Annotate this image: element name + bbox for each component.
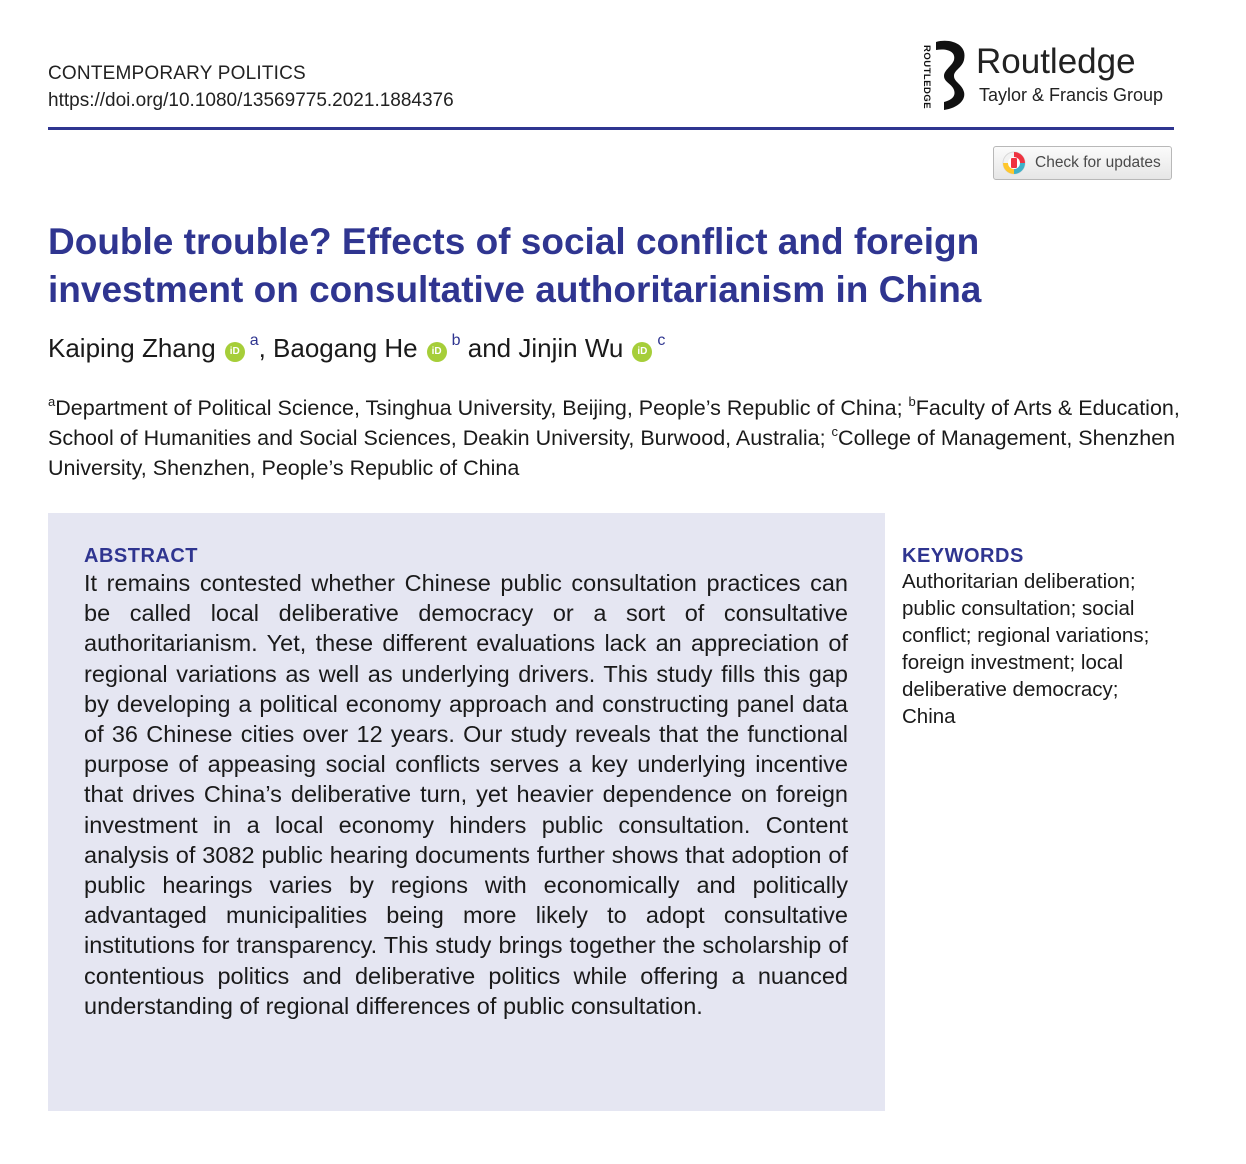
author-affiliation-marker[interactable]: c [657,332,666,349]
header-divider [48,127,1174,130]
crossmark-icon [1002,151,1026,175]
journal-header [48,63,454,112]
abstract-box [48,513,885,1111]
publisher-vertical-text: ROUTLEDGE [921,44,932,110]
keywords-heading: KEYWORDS [902,545,1024,567]
orcid-icon[interactable]: iD [632,342,652,362]
author-name[interactable]: Baogang He [273,333,418,363]
publisher-group: Taylor & Francis Group [979,85,1164,105]
publisher-logo [912,38,1174,114]
check-for-updates-label: Check for updates [1035,154,1161,171]
abstract-heading: ABSTRACT [84,545,198,567]
affiliations [48,393,1183,483]
author-separator: and [460,333,519,363]
affiliation-text: Department of Political Science, Tsinghua University, Beijing, People’s Republic of China; [55,396,909,420]
publisher-name: Routledge [976,42,1136,81]
affiliation-marker: a [48,394,56,409]
abstract-text: It remains contested whether Chinese public consultation practices can be called local deliberative democracy or a sort of consultative authoritarianism. Yet, these different evaluations lack an appreciation of regional variations as well as underlying drivers. This study fills this gap by developing a political economy approach and constructing panel data of 36 Chinese cities over 12 years. Our study reveals that the functional purpose of appeasing social conflicts serves a key underlying incentive that drives China’s deliberative turn, yet heavier dependence on foreign investment in a local economy hinders public consultation. Content analysis of 3082 public hearing documents further shows that adoption of public hearings varies by regions with economically and politically advantaged municipalities being more likely to adopt consultative institutions for transparency. This study brings together the scholarship of contentious politics and deliberative politics while offering a nuanced understanding of regional differences of public consultation. [84,570,848,1019]
affiliation-marker: b [908,394,916,409]
orcid-icon[interactable]: iD [225,342,245,362]
orcid-icon[interactable]: iD [427,342,447,362]
affiliation-text: College of Management, Shenzhen University, Shenzhen, People’s Republic of China [48,426,1176,480]
author-affiliation-marker[interactable]: b [451,332,461,349]
keywords-text: Authoritarian deliberation; public consultation; social conflict; regional variations; foreign investment; local deliberative democracy; China [902,570,1150,728]
author-list [48,332,665,364]
author-name[interactable]: Kaiping Zhang [48,333,216,363]
author-separator: , [258,333,274,363]
routledge-head-icon [930,38,974,112]
author-affiliation-marker[interactable]: a [249,332,259,349]
author-name[interactable]: Jinjin Wu [518,333,624,363]
affiliation-marker: c [831,424,839,439]
doi-link[interactable]: https://doi.org/10.1080/13569775.2021.1884376 [48,90,454,111]
affiliation-text: Faculty of Arts & Education, School of Humanities and Social Sciences, Deakin University, Burwood, Australia; [48,396,1180,450]
journal-name: CONTEMPORARY POLITICS [48,63,306,84]
check-for-updates-button[interactable] [993,146,1172,180]
article-title: Double trouble? Effects of social conflict and foreign investment on consultative authoritarianism in China [48,221,982,310]
